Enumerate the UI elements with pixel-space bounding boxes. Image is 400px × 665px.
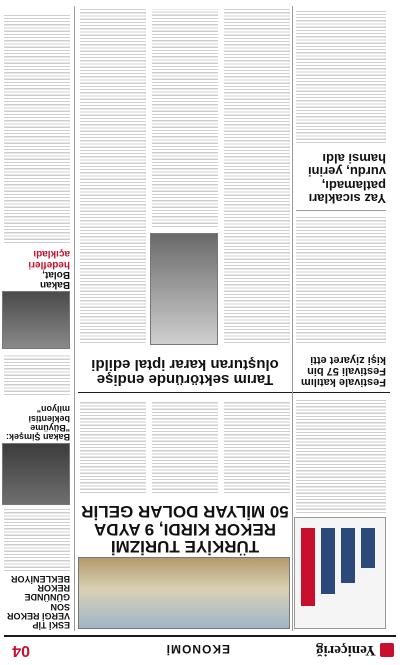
bar: [321, 528, 335, 594]
top-story-title: [80, 503, 290, 555]
headline-line: Festivali 57 bin: [307, 364, 386, 377]
headline-line: VERGİ REKOR: [6, 610, 70, 621]
headline-line: hamsi aldı: [322, 151, 386, 167]
masthead-divider: [4, 635, 396, 637]
body-text-column: [224, 9, 290, 345]
story-left-1: [296, 217, 386, 387]
headline-line: "Büyüme: [30, 422, 70, 433]
body-text-column: [152, 401, 218, 495]
story-left-1-title: [296, 353, 386, 387]
body-text-column: [80, 9, 146, 345]
story-left-2-title: [296, 152, 386, 205]
person-photo: [150, 233, 218, 345]
headline-line: beklentisi: [28, 413, 70, 424]
headline-line: Bakan Şimşek:: [5, 432, 70, 442]
headline-line: vurdu, yerini: [307, 164, 386, 180]
bar: [301, 528, 315, 606]
masthead: [0, 635, 400, 665]
body-text-column: [296, 217, 386, 345]
section-label: EKONOMİ: [165, 642, 230, 656]
story-right-2-title: [4, 404, 70, 441]
body-text-column: [152, 9, 218, 229]
headline-line: SON GÜNÜNDE: [24, 592, 70, 612]
headline-line: BEKLENİYOR: [10, 574, 70, 585]
left-top-body: [296, 399, 386, 515]
second-story: [80, 7, 290, 387]
column-divider: [74, 6, 75, 631]
headline-line: Bolat,: [42, 268, 70, 280]
top-story: [80, 399, 290, 629]
chart-box: [294, 517, 386, 629]
story-left-2: [296, 9, 386, 205]
headline-line: TÜRKİYE TURİZMİ: [110, 537, 260, 556]
newspaper-logo: [314, 640, 394, 660]
bar: [341, 528, 355, 583]
headline-line: oluşturan karar iptal edildi: [91, 355, 279, 373]
body-text-column: [224, 401, 290, 495]
headline-line: kişi ziyaret etti: [310, 353, 386, 366]
headline-line: Bakan: [39, 279, 70, 290]
body-text-column: [4, 355, 70, 397]
section-divider: [78, 392, 390, 393]
story-right-3-title: [4, 248, 70, 289]
story-right-2: [4, 355, 70, 505]
headline-line: REKOR: [37, 583, 70, 594]
column-divider: [292, 6, 293, 631]
second-story-title: [80, 356, 290, 387]
headline-line: Yaz sıcakları: [308, 191, 386, 206]
body-text-column: [4, 15, 70, 245]
portrait-photo: [2, 443, 70, 505]
headline-line: 50 MİLYAR DOLAR GELİR: [81, 502, 289, 522]
logo-text: Yeniçeriğ: [316, 642, 376, 658]
story-right-1-title: [4, 574, 70, 629]
newspaper-logo-icon: [380, 643, 394, 657]
story-right-3: [4, 9, 70, 349]
headline-line: ESKİ TİP: [32, 620, 70, 630]
tourism-photo: [78, 557, 290, 629]
headline-line: patlamadı,: [321, 177, 386, 193]
body-text-column: [4, 509, 70, 573]
headline-line: milyon": [36, 404, 70, 415]
body-text-column: [296, 11, 386, 145]
headline-line: hedefleri açıkladı: [28, 248, 70, 270]
body-text-column: [296, 399, 386, 515]
story-divider: [296, 210, 386, 211]
headline-line: Tarım sektöründe endişe: [96, 371, 274, 388]
headline-line: REKOR KIRDI, 9 AYDA: [94, 519, 276, 539]
bar: [361, 528, 375, 568]
body-text-column: [80, 401, 146, 495]
portrait-photo: [2, 291, 70, 349]
page-number: 04: [12, 642, 30, 659]
story-right-1: [4, 509, 70, 629]
headline-line: Festivale katılım: [301, 376, 386, 388]
